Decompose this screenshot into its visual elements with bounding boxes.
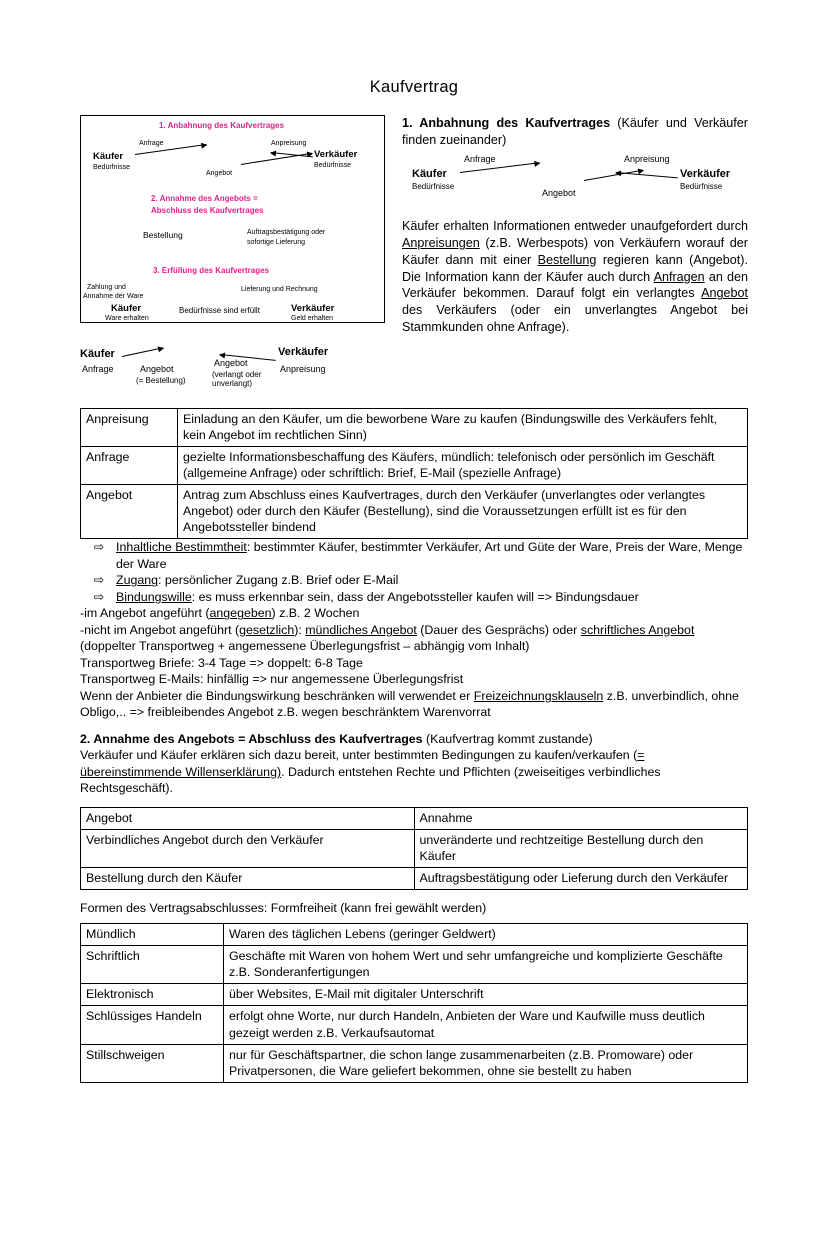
table-row [81, 446, 748, 484]
para-part-3: regieren kann (Angebot). Die Information kann der Käufer auch durch [402, 252, 748, 284]
definition-text: gezielte Informationsbeschaffung des Käufers, mündlich: telefonisch oder persönlich im Geschäft (allgemeine Anfrage) oder schriftlich: Brief, E-Mail (spezielle Anfrage) [178, 446, 748, 484]
diagram-heading-3: 3. Erfüllung des Kaufvertrages [153, 266, 270, 275]
diagram-label-kaeufer-sub: Bedürfnisse [93, 164, 130, 171]
under-label-anpreisung: Anpreisung [280, 363, 326, 374]
section-2-heading-bold: 2. Annahme des Angebots = Abschluss des Kaufvertrages [80, 731, 423, 746]
para-underline-angebot: Angebot [701, 286, 748, 301]
bullet-item [88, 539, 748, 572]
diagram-label-kaeufer2-sub: Ware erhalten [105, 315, 149, 322]
cell-annahme: Auftragsbestätigung oder Lieferung durch den Verkäufer [414, 868, 748, 890]
diagram-label-kaeufer: Käufer [93, 151, 124, 162]
para-part-1: Käufer erhalten Informationen entweder unaufgefordert durch [402, 219, 748, 234]
column-header-annahme: Annahme [414, 807, 748, 829]
diagram-label-kaeufer2: Käufer [111, 303, 142, 314]
diagram-label-angebot: Angebot [206, 170, 233, 177]
note-2-underlined-1: gesetzlich [239, 622, 295, 637]
definition-term: Anfrage [81, 446, 178, 484]
under-label-angebot-right-sub2: unverlangt) [212, 378, 253, 388]
top-area [80, 115, 748, 338]
mini-label-angebot: Angebot [542, 188, 576, 199]
table-row [81, 984, 748, 1006]
under-label-angebot-left: Angebot [140, 363, 174, 374]
mini-label-verkaeufer: Verkäufer [680, 168, 731, 181]
section-1-heading [402, 115, 748, 148]
mini-label-kaeufer: Käufer [412, 168, 447, 181]
table-row [81, 868, 748, 890]
arrow-bullet-icon: ⇨ [93, 589, 105, 604]
note-2-mid: ): [294, 622, 306, 637]
page-title: Kaufvertrag [369, 78, 459, 96]
bullet-rest: : persönlicher Zugang z.B. Brief oder E-Mail [158, 573, 399, 588]
mini-label-anpreisung: Anpreisung [624, 154, 670, 165]
definition-text: Einladung an den Käufer, um die beworbene Ware zu kaufen (Bindungswille des Verkäufers fehlt, kein Angebot im rechtlichen Sinn) [178, 408, 748, 446]
note-2-post: (doppelter Transportweg + angemessene Überlegungsfrist – abhängig vom Inhalt) [80, 639, 530, 654]
note-2-mid-2: (Dauer des Gesprächs) oder [416, 622, 581, 637]
mini-label-anfrage: Anfrage [464, 154, 496, 165]
bullet-text [116, 539, 748, 572]
bullet-underlined: Inhaltliche Bestimmtheit [116, 540, 247, 555]
bullet-text [116, 572, 748, 589]
note-5-post: z.B. unverbindlich, ohne Obligo,.. => freibleibendes Angebot z.B. wegen beschränktem Warenvorrat [80, 688, 739, 720]
note-2-underlined-2: mündliches Angebot [305, 622, 417, 637]
kaufvertrag-diagram [80, 115, 385, 323]
under-label-anfrage: Anfrage [82, 363, 114, 374]
diagram-label-verkaeufer2-sub: Geld erhalten [291, 315, 334, 322]
under-label-angebot-right: Angebot [214, 357, 248, 368]
form-type: Mündlich [81, 923, 224, 945]
forms-intro-block [80, 890, 748, 923]
document-page [0, 78, 828, 1249]
table-row [81, 1006, 748, 1044]
bullet-underlined: Bindungswille [116, 589, 192, 604]
diagram-label-auftrag-line1: Auftragsbestätigung oder [247, 229, 326, 236]
table-row [81, 923, 748, 945]
diagram-heading-2-line2: Abschluss des Kaufvertrages [151, 206, 264, 215]
diagram-label-verkaeufer2: Verkäufer [291, 303, 335, 314]
section-1-paragraph [402, 218, 748, 335]
under-label-verkaeufer: Verkäufer [278, 345, 329, 358]
arrow-bullet-icon: ⇨ [93, 573, 105, 588]
para-part-5: des Verkäufers (oder ein unverlangtes Angebot bei Stammkunden ohne Anfrage). [402, 303, 748, 334]
section-2-paragraph [80, 747, 748, 797]
form-description: erfolgt ohne Worte, nur durch Handeln, Anbieten der Ware und Kaufwille muss deutlich gezeigt werden z.B. Verkaufsautomat [224, 1006, 748, 1044]
form-type: Schriftlich [81, 946, 224, 984]
diagram-label-zahlung-line1: Zahlung und [87, 284, 126, 291]
diagram-label-verkaeufer: Verkäufer [314, 149, 358, 160]
forms-table [80, 923, 748, 1083]
form-description: nur für Geschäftspartner, die schon lange zusammenarbeiten (z.B. Promoware) oder Privatpersonen, die Ware geliefert bekommen, ohne sie bestellt zu haben [224, 1044, 748, 1082]
section-1-heading-bold: 1. Anbahnung des Kaufvertrages [402, 116, 611, 130]
diagram-label-lieferung: Lieferung und Rechnung [241, 286, 318, 293]
section-2-post: . Dadurch entstehen Rechte und Pflichten (zweiseitiges verbindliches Rechtsgeschäft). [80, 764, 661, 796]
under-arrow-anfrage [122, 347, 163, 357]
right-column [402, 115, 748, 338]
para-underline-anpreisungen: Anpreisungen [402, 236, 480, 251]
definition-term: Angebot [81, 485, 178, 539]
mini-arrow-angebot [584, 170, 643, 181]
note-1-pre: -im Angebot angeführt ( [80, 606, 210, 621]
form-type: Schlüssiges Handeln [81, 1006, 224, 1044]
forms-intro: Formen des Vertragsabschlusses: Formfreiheit (kann frei gewählt werden) [80, 901, 487, 916]
note-line-2 [80, 622, 748, 655]
body-text-block [80, 539, 748, 807]
under-label-angebot-right-sub1: (verlangt oder [212, 369, 262, 379]
column-header-angebot: Angebot [81, 807, 415, 829]
diagram-heading-1: 1. Anbahnung des Kaufvertrages [159, 121, 285, 130]
note-line-5 [80, 688, 748, 721]
mini-label-verkaeufer-sub: Bedürfnisse [680, 182, 723, 192]
form-description: Geschäfte mit Waren von hohem Wert und sehr umfangreiche und komplizierte Geschäfte z.B. Sonderanfertigungen [224, 946, 748, 984]
diagram-label-bestellung: Bestellung [143, 230, 183, 240]
note-line-3: Transportweg Briefe: 3-4 Tage => doppelt: 6-8 Tage [80, 655, 363, 670]
cell-annahme: unveränderte und rechtzeitige Bestellung durch den Käufer [414, 830, 748, 868]
note-1-underlined: angegeben [209, 606, 272, 621]
under-label-kaeufer: Käufer [80, 347, 115, 360]
section-2-heading [80, 731, 748, 748]
diagram-heading-2-line1: 2. Annahme des Angebots = [151, 194, 258, 203]
definition-text: Antrag zum Abschluss eines Kaufvertrages, durch den Verkäufer (unverlangtes oder verlangtes Angebot) oder durch den Käufer (Bestellung), sind die Voraussetzungen erfüllt ist es für den Angebotssteller bindend [178, 485, 748, 539]
note-line-1 [80, 605, 748, 622]
arrow-bullet-icon: ⇨ [93, 540, 105, 555]
diagram-label-zahlung-line2: Annahme der Ware [83, 293, 144, 300]
form-description: über Websites, E-Mail mit digitaler Unterschrift [224, 984, 748, 1006]
note-5-pre: Wenn der Anbieter die Bindungswirkung beschränken will verwendet er [80, 688, 474, 703]
note-2-underlined-3: schriftliches Angebot [580, 622, 695, 637]
bullet-rest: : es muss erkennbar sein, dass der Angebotssteller kaufen will => Bindungsdauer [191, 589, 639, 604]
diagram-label-anpreisung: Anpreisung [271, 140, 307, 147]
section-2-heading-rest: (Kaufvertrag kommt zustande) [422, 731, 593, 746]
cell-angebot: Bestellung durch den Käufer [81, 868, 415, 890]
cell-angebot: Verbindliches Angebot durch den Verkäufer [81, 830, 415, 868]
mini-label-kaeufer-sub: Bedürfnisse [412, 182, 455, 192]
offer-acceptance-table [80, 807, 748, 891]
note-line-4: Transportweg E-Mails: hinfällig => nur angemessene Überlegungsfrist [80, 672, 464, 687]
table-row [81, 485, 748, 539]
table-header-row [81, 807, 748, 829]
bullet-underlined: Zugang [116, 573, 159, 588]
mini-diagram [402, 154, 748, 214]
section-2-pre: Verkäufer und Käufer erklären sich dazu bereit, unter bestimmten Bedingungen zu kaufen/verkaufen ( [80, 748, 638, 763]
table-row [81, 1044, 748, 1082]
diagram-label-verkaeufer-sub: Bedürfnisse [314, 162, 351, 169]
form-description: Waren des täglichen Lebens (geringer Geldwert) [224, 923, 748, 945]
section-1-heading-rest: (Käufer und Verkäufer finden zueinander) [402, 116, 748, 147]
table-row [81, 946, 748, 984]
note-5-underlined: Freizeichnungsklauseln [473, 688, 604, 703]
bullet-rest: : bestimmter Käufer, bestimmter Verkäufer, Art und Güte der Ware, Preis der Ware, Menge der Ware [116, 540, 743, 571]
definitions-table [80, 408, 748, 540]
diagram-label-anfrage: Anfrage [139, 140, 164, 147]
note-1-post: ) z.B. 2 Wochen [271, 606, 360, 621]
table-row [81, 830, 748, 868]
section-2-underlined: = übereinstimmende Willenserklärung) [80, 748, 645, 779]
diagram-label-mitte: Bedürfnisse sind erfüllt [179, 306, 260, 315]
bullet-item [88, 589, 748, 606]
note-2-pre: -nicht im Angebot angeführt ( [80, 622, 240, 637]
form-type: Stillschweigen [81, 1044, 224, 1082]
diagram-label-auftrag-line2: sofortige Lieferung [247, 239, 305, 246]
under-diagram [80, 344, 410, 402]
bullet-text [116, 589, 748, 606]
under-label-angebot-left-sub: (= Bestellung) [136, 375, 186, 385]
para-part-4: an den Verkäufer bekommen. Darauf folgt ein verlangtes [402, 269, 748, 301]
table-row [81, 408, 748, 446]
form-type: Elektronisch [81, 984, 224, 1006]
mini-arrow-anpreisung [616, 172, 678, 178]
bullet-item [88, 572, 748, 589]
para-underline-bestellung: Bestellung [537, 252, 597, 267]
para-part-2: (z.B. Werbespots) von Verkäufern worauf der Käufer dann mit einer [402, 236, 748, 267]
definition-term: Anpreisung [81, 408, 178, 446]
para-underline-anfragen: Anfragen [653, 269, 705, 284]
